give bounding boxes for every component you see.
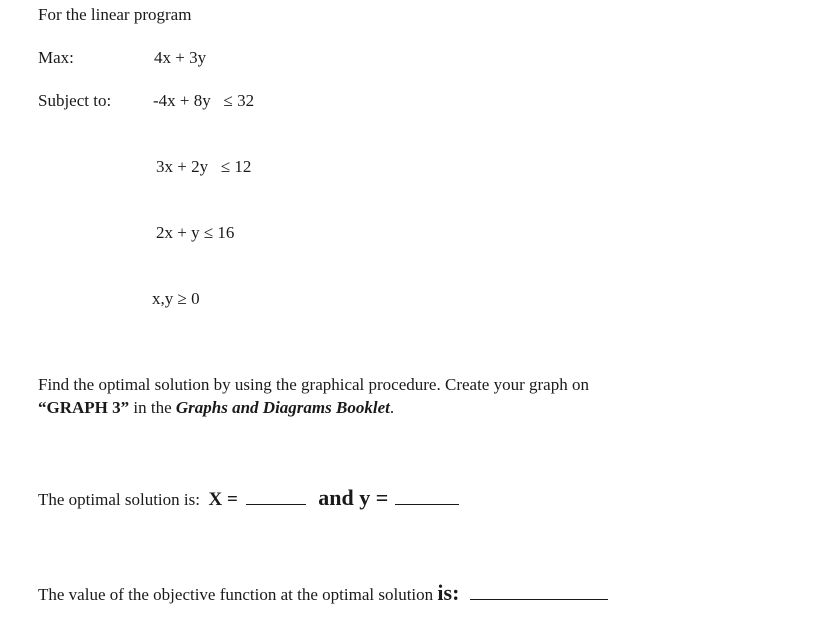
x-label: X = (208, 489, 238, 510)
y-answer-blank[interactable] (395, 490, 459, 505)
subject-to-label: Subject to: (38, 91, 112, 110)
objective-function: 4x + 3y (154, 48, 207, 67)
instructions-line-2 (38, 398, 394, 418)
constraint-3: 2x + y ≤ 16 (156, 223, 235, 242)
graph-name: “GRAPH 3” (38, 398, 130, 417)
in-the-text: in the (129, 398, 176, 417)
max-label: Max: (38, 48, 74, 67)
y-label: and y = (318, 485, 389, 510)
instructions-line-1: Find the optimal solution by using the graphical procedure. Create your graph on (38, 375, 589, 394)
constraint-2: 3x + 2y ≤ 12 (156, 157, 252, 176)
x-answer-blank[interactable] (246, 490, 306, 505)
constraint-1: -4x + 8y ≤ 32 (153, 91, 255, 110)
booklet-name: Graphs and Diagrams Booklet (175, 398, 390, 417)
objective-value-line (38, 580, 608, 605)
intro-text: For the linear program (38, 5, 192, 24)
objective-value-blank[interactable] (470, 585, 608, 600)
optimal-solution-prefix: The optimal solution is: (38, 490, 209, 509)
is-label: is: (437, 580, 460, 605)
period-text: . (389, 398, 395, 417)
constraint-nonnegativity: x,y ≥ 0 (152, 289, 200, 308)
optimal-solution-line (38, 485, 459, 510)
objective-value-prefix: The value of the objective function at the optimal solution (38, 585, 438, 604)
